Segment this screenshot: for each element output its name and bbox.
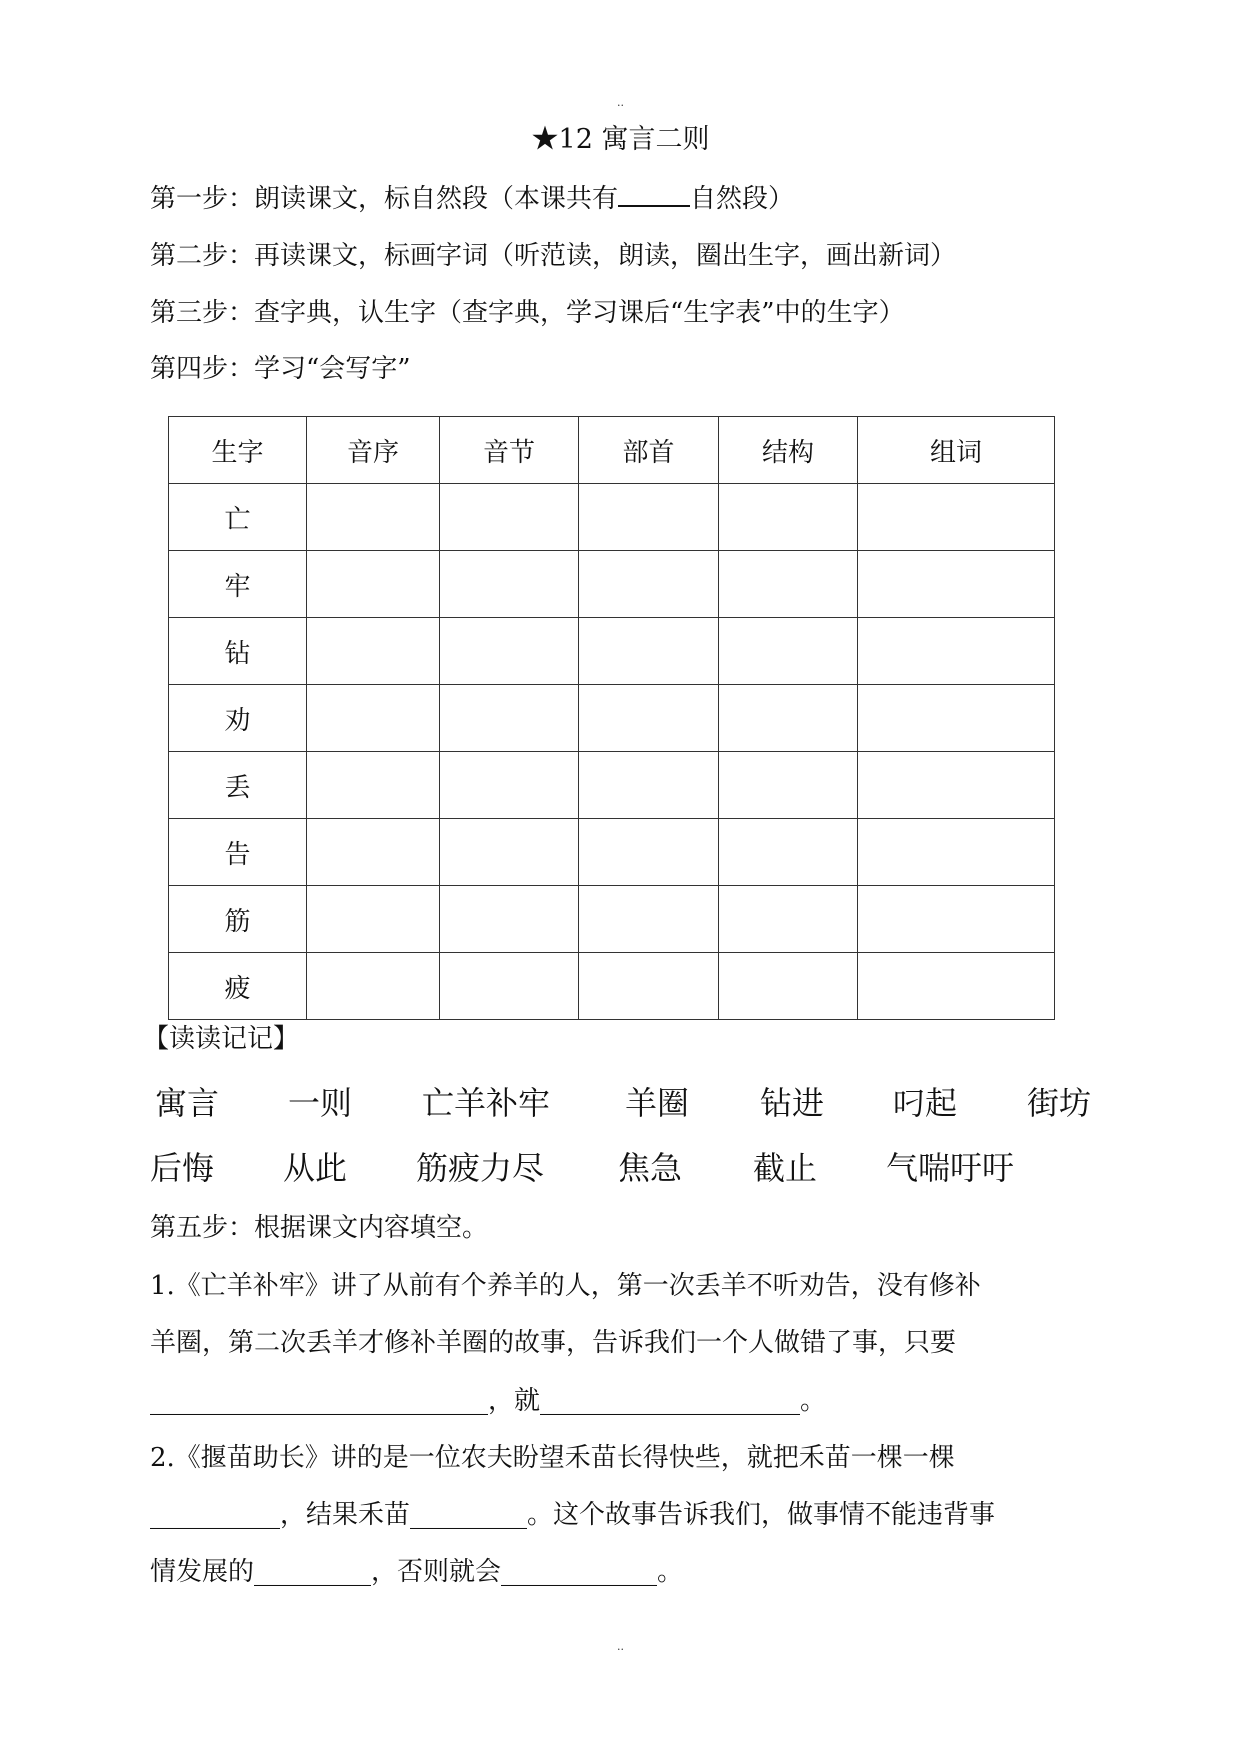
answer-cell[interactable] (307, 819, 440, 886)
question-2-line: 2.《揠苗助长》讲的是一位农夫盼望禾苗长得快些，就把禾苗一棵一棵 (150, 1443, 955, 1473)
step-4: 第四步：学习“会写字” (150, 354, 411, 384)
char-cell: 丢 (169, 752, 307, 819)
answer-cell[interactable] (307, 484, 440, 551)
char-cell: 告 (169, 819, 307, 886)
answer-cell[interactable] (579, 551, 719, 618)
table-row (169, 685, 1055, 752)
answer-cell[interactable] (719, 551, 858, 618)
step-1 (150, 178, 794, 215)
vocab-word: 亡羊补牢 (422, 1084, 551, 1122)
answer-cell[interactable] (579, 819, 719, 886)
answer-cell[interactable] (579, 886, 719, 953)
table-row (169, 953, 1055, 1020)
question-1-line: 1.《亡羊补牢》讲了从前有个养羊的人，第一次丢羊不听劝告，没有修补 (150, 1271, 981, 1301)
answer-cell[interactable] (440, 618, 579, 685)
answer-cell[interactable] (719, 685, 858, 752)
header-cell: 结构 (719, 417, 858, 484)
answer-cell[interactable] (858, 618, 1055, 685)
answer-cell[interactable] (719, 484, 858, 551)
vocab-word: 钻进 (760, 1084, 825, 1122)
answer-cell[interactable] (440, 886, 579, 953)
answer-cell[interactable] (307, 886, 440, 953)
char-cell: 筋 (169, 886, 307, 953)
question-2-answer-line[interactable]: 情发展的_________，否则就会____________。 (150, 1557, 684, 1587)
answer-cell[interactable] (440, 484, 579, 551)
vocab-word: 一则 (288, 1084, 353, 1122)
answer-cell[interactable] (858, 886, 1055, 953)
page-title: ★12 寓言二则 (531, 124, 710, 155)
answer-cell[interactable] (307, 953, 440, 1020)
answer-cell[interactable] (579, 752, 719, 819)
char-cell: 亡 (169, 484, 307, 551)
step-2: 第二步：再读课文，标画字词（听范读，朗读，圈出生字，画出新词） (150, 241, 957, 271)
answer-cell[interactable] (858, 685, 1055, 752)
char-cell: 牢 (169, 551, 307, 618)
answer-cell[interactable] (579, 953, 719, 1020)
step-1-text-end: 自然段） (690, 184, 795, 214)
step-3: 第三步：查字典，认生字（查字典，学习课后“生字表”中的生字） (150, 298, 905, 328)
answer-cell[interactable] (858, 953, 1055, 1020)
char-cell: 劝 (169, 685, 307, 752)
answer-cell[interactable] (440, 752, 579, 819)
answer-cell[interactable] (307, 685, 440, 752)
header-cell: 组词 (858, 417, 1055, 484)
header-cell: 生字 (169, 417, 307, 484)
vocab-word: 焦急 (618, 1149, 683, 1187)
table-row (169, 819, 1055, 886)
answer-cell[interactable] (307, 551, 440, 618)
answer-cell[interactable] (858, 752, 1055, 819)
paragraph-count-blank[interactable] (618, 181, 690, 207)
header-cell: 音节 (440, 417, 579, 484)
answer-cell[interactable] (719, 953, 858, 1020)
bottom-mark: .. (617, 1640, 624, 1653)
answer-cell[interactable] (858, 551, 1055, 618)
vocab-word: 筋疲力尽 (416, 1149, 545, 1187)
answer-cell[interactable] (307, 752, 440, 819)
question-1-answer-line[interactable]: __________________________，就____________________。 (150, 1386, 827, 1416)
vocab-word: 叼起 (893, 1084, 958, 1122)
answer-cell[interactable] (579, 685, 719, 752)
answer-cell[interactable] (719, 752, 858, 819)
answer-cell[interactable] (719, 886, 858, 953)
vocab-word: 气喘吁吁 (886, 1149, 1015, 1187)
table-row (169, 551, 1055, 618)
answer-cell[interactable] (440, 685, 579, 752)
table-row (169, 752, 1055, 819)
answer-cell[interactable] (719, 618, 858, 685)
answer-cell[interactable] (440, 819, 579, 886)
step-5-heading: 第五步：根据课文内容填空。 (150, 1213, 489, 1243)
answer-cell[interactable] (579, 618, 719, 685)
character-table (168, 416, 1055, 1020)
read-remember-heading: 【读读记记】 (143, 1024, 300, 1054)
header-cell: 部首 (579, 417, 719, 484)
vocab-word: 截止 (753, 1149, 818, 1187)
char-cell: 钻 (169, 618, 307, 685)
vocab-word: 从此 (283, 1149, 348, 1187)
table-header-row (169, 417, 1055, 484)
answer-cell[interactable] (307, 618, 440, 685)
top-mark: .. (617, 96, 624, 109)
vocab-word: 羊圈 (625, 1084, 690, 1122)
table-row (169, 484, 1055, 551)
answer-cell[interactable] (440, 953, 579, 1020)
char-cell: 疲 (169, 953, 307, 1020)
vocab-word: 街坊 (1027, 1084, 1092, 1122)
question-2-answer-line[interactable]: __________，结果禾苗_________。这个故事告诉我们，做事情不能违背事 (150, 1500, 996, 1530)
table-row (169, 618, 1055, 685)
question-1-line: 羊圈，第二次丢羊才修补羊圈的故事，告诉我们一个人做错了事，只要 (150, 1328, 957, 1358)
answer-cell[interactable] (858, 819, 1055, 886)
answer-cell[interactable] (858, 484, 1055, 551)
vocab-word: 寓言 (155, 1084, 220, 1122)
table-row (169, 886, 1055, 953)
vocab-word: 后悔 (150, 1149, 215, 1187)
header-cell: 音序 (307, 417, 440, 484)
step-1-text: 第一步：朗读课文，标自然段（本课共有 (150, 184, 619, 214)
answer-cell[interactable] (579, 484, 719, 551)
answer-cell[interactable] (719, 819, 858, 886)
answer-cell[interactable] (440, 551, 579, 618)
